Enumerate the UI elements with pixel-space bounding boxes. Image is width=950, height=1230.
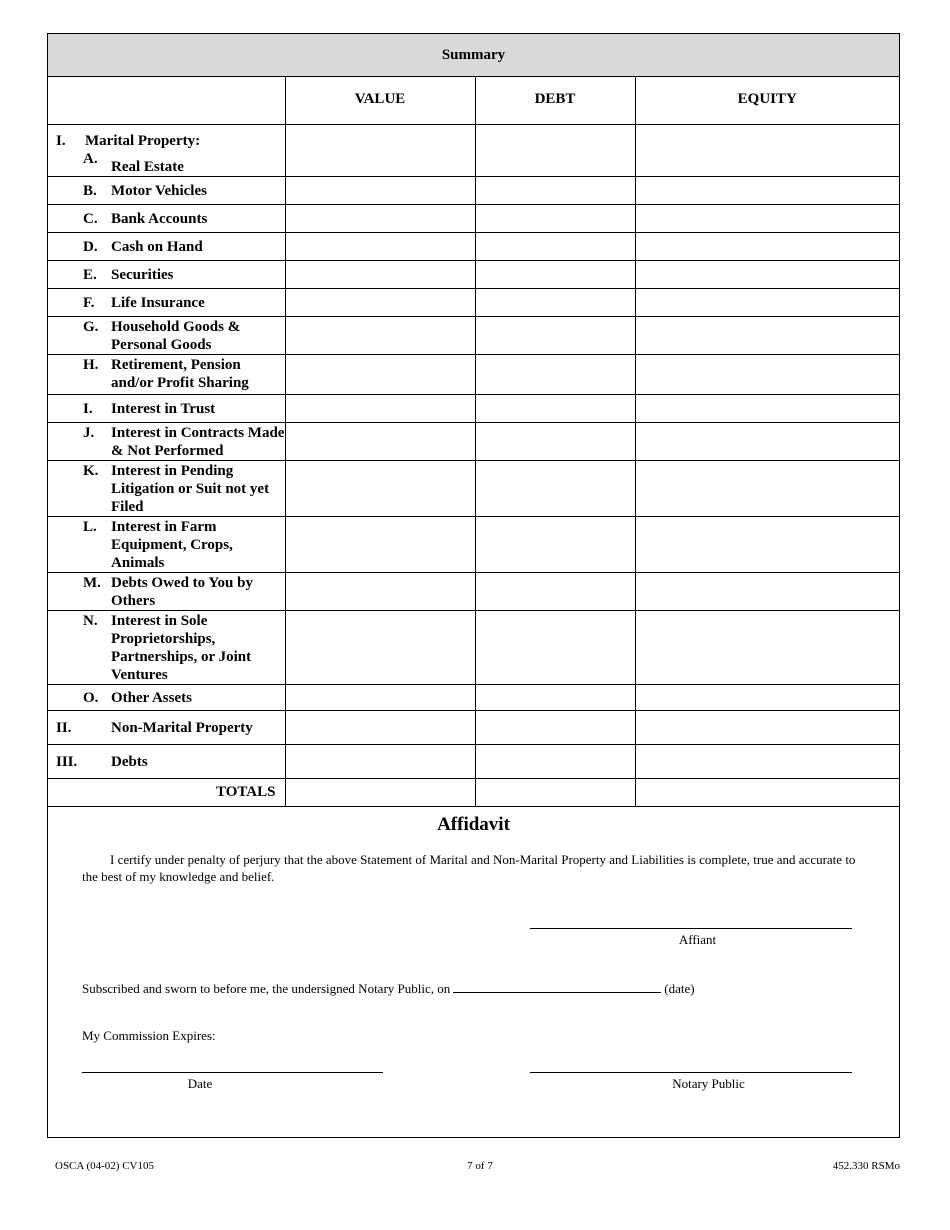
item-label: Other Assets (111, 689, 192, 706)
table-row (48, 260, 899, 288)
item-label: Life Insurance (111, 294, 205, 311)
footer-page-number: 7 of 7 (467, 1160, 493, 1172)
row-label (48, 460, 285, 516)
footer-form-id: OSCA (04-02) CV105 (55, 1160, 155, 1172)
item-label: Real Estate (111, 158, 184, 175)
table-row (48, 124, 899, 176)
section-numeral: I. (56, 132, 66, 149)
row-label (48, 610, 285, 684)
equity-cell[interactable] (635, 288, 899, 316)
debt-cell[interactable] (475, 354, 635, 394)
debt-cell[interactable] (475, 204, 635, 232)
value-cell[interactable] (285, 288, 475, 316)
affidavit-statement: I certify under penalty of perjury that the above Statement of Marital and Non-Marital Property and Liabilities is complete, true and accurate to the best of my knowledge and belief. (82, 852, 856, 884)
equity-cell[interactable] (635, 354, 899, 394)
debt-cell[interactable] (475, 232, 635, 260)
item-letter: K. (83, 462, 99, 479)
commission-expires: My Commission Expires: (82, 1028, 216, 1043)
affidavit-title: Affidavit (437, 814, 510, 835)
debt-cell[interactable] (475, 572, 635, 610)
item-label: Motor Vehicles (111, 182, 207, 199)
item-label: Interest in Contracts Made & Not Performed (111, 424, 285, 459)
table-row (48, 744, 899, 778)
value-cell[interactable] (285, 516, 475, 572)
item-letter: B. (83, 182, 97, 199)
item-letter: H. (83, 356, 99, 373)
header-row (48, 76, 899, 124)
row-label (48, 710, 285, 744)
section-label: Marital Property: (85, 132, 201, 149)
notary-signature-line[interactable] (530, 1072, 852, 1073)
row-label (48, 744, 285, 778)
equity-cell[interactable] (635, 232, 899, 260)
item-letter: J. (83, 424, 95, 441)
date-suffix: (date) (664, 981, 695, 996)
subscribed-text: Subscribed and sworn to before me, the undersigned Notary Public, on (82, 981, 451, 996)
footer-statute: 452.330 RSMo (832, 1160, 900, 1172)
equity-cell[interactable] (635, 176, 899, 204)
row-label (48, 572, 285, 610)
row-label (48, 684, 285, 710)
section-numeral: III. (56, 753, 78, 770)
value-cell[interactable] (285, 572, 475, 610)
debt-cell[interactable] (475, 610, 635, 684)
row-label (48, 354, 285, 394)
item-label: Interest in Farm Equipment, Crops, Animals (111, 518, 233, 571)
item-letter: N. (83, 612, 98, 629)
debt-cell[interactable] (475, 260, 635, 288)
affiant-caption: Affiant (678, 932, 717, 947)
item-label: Debts Owed to You by Others (111, 574, 253, 609)
debt-cell[interactable] (475, 744, 635, 778)
row-label (48, 288, 285, 316)
notary-statement (82, 980, 695, 997)
debt-cell[interactable] (475, 516, 635, 572)
value-cell[interactable] (285, 422, 475, 460)
table-row (48, 288, 899, 316)
debt-cell[interactable] (475, 124, 635, 176)
item-letter: E. (83, 266, 97, 283)
row-label (48, 176, 285, 204)
equity-cell[interactable] (635, 516, 899, 572)
date-field[interactable] (453, 980, 661, 993)
debt-cell[interactable] (475, 684, 635, 710)
item-letter: F. (83, 294, 95, 311)
date-signature-line[interactable] (82, 1072, 383, 1073)
table-row (48, 710, 899, 744)
item-letter: O. (83, 689, 99, 706)
table-row (48, 394, 899, 422)
equity-cell[interactable] (635, 710, 899, 744)
value-cell[interactable] (285, 610, 475, 684)
item-letter: I. (83, 400, 93, 417)
item-label: Cash on Hand (111, 238, 203, 255)
value-cell[interactable] (285, 124, 475, 176)
column-header-equity: EQUITY (635, 76, 899, 124)
debt-cell[interactable] (475, 176, 635, 204)
equity-cell[interactable] (635, 124, 899, 176)
table-row (48, 516, 899, 572)
item-label: Household Goods & Personal Goods (111, 318, 241, 353)
value-cell[interactable] (285, 204, 475, 232)
affiant-signature-line[interactable] (530, 928, 852, 929)
table-row (48, 684, 899, 710)
value-cell[interactable] (285, 394, 475, 422)
row-label (48, 260, 285, 288)
equity-cell[interactable] (635, 260, 899, 288)
column-header-debt: DEBT (475, 76, 635, 124)
table-row (48, 232, 899, 260)
debt-cell[interactable] (475, 394, 635, 422)
column-header-value: VALUE (285, 76, 475, 124)
affidavit-section (48, 796, 899, 1136)
item-label: Interest in Pending Litigation or Suit not yet Filed (111, 462, 270, 515)
item-letter: D. (83, 238, 98, 255)
value-cell[interactable] (285, 260, 475, 288)
row-label (48, 316, 285, 354)
item-letter: C. (83, 210, 98, 227)
equity-cell[interactable] (635, 744, 899, 778)
table-row (48, 204, 899, 232)
item-label: Bank Accounts (111, 210, 208, 227)
debt-cell[interactable] (475, 316, 635, 354)
section-numeral: II. (56, 719, 72, 736)
value-cell[interactable] (285, 460, 475, 516)
value-cell[interactable] (285, 232, 475, 260)
row-label (48, 232, 285, 260)
equity-cell[interactable] (635, 422, 899, 460)
item-label: Securities (111, 266, 174, 283)
totals-label: TOTALS (48, 778, 285, 806)
item-letter: L. (83, 518, 97, 535)
equity-cell[interactable] (635, 572, 899, 610)
table-row (48, 316, 899, 354)
table-row (48, 460, 899, 516)
row-label (48, 124, 285, 176)
table-row (48, 610, 899, 684)
value-cell[interactable] (285, 710, 475, 744)
equity-cell[interactable] (635, 684, 899, 710)
date-caption: Date (187, 1076, 213, 1091)
notary-caption: Notary Public (672, 1076, 745, 1091)
item-label: Retirement, Pension and/or Profit Sharing (111, 356, 249, 391)
summary-table (48, 76, 899, 807)
equity-cell[interactable] (635, 316, 899, 354)
row-label (48, 516, 285, 572)
value-cell[interactable] (285, 354, 475, 394)
equity-cell[interactable] (635, 394, 899, 422)
value-cell[interactable] (285, 744, 475, 778)
item-letter: A. (83, 150, 98, 167)
section-label: Debts (111, 753, 148, 770)
item-label: Interest in Sole Proprietorships, Partnerships, or Joint Ventures (111, 612, 252, 683)
row-label (48, 394, 285, 422)
summary-title: Summary (48, 34, 899, 77)
item-letter: M. (83, 574, 101, 591)
debt-cell[interactable] (475, 422, 635, 460)
item-letter: G. (83, 318, 99, 335)
value-cell[interactable] (285, 316, 475, 354)
row-label (48, 204, 285, 232)
table-row (48, 572, 899, 610)
table-row (48, 176, 899, 204)
row-label (48, 422, 285, 460)
equity-cell[interactable] (635, 204, 899, 232)
debt-cell[interactable] (475, 710, 635, 744)
item-label: Interest in Trust (111, 400, 216, 417)
equity-cell[interactable] (635, 460, 899, 516)
section-label: Non-Marital Property (111, 719, 253, 736)
equity-cell[interactable] (635, 610, 899, 684)
debt-cell[interactable] (475, 460, 635, 516)
debt-cell[interactable] (475, 288, 635, 316)
table-row (48, 354, 899, 394)
value-cell[interactable] (285, 176, 475, 204)
table-row (48, 422, 899, 460)
form-frame (47, 33, 900, 1138)
value-cell[interactable] (285, 684, 475, 710)
